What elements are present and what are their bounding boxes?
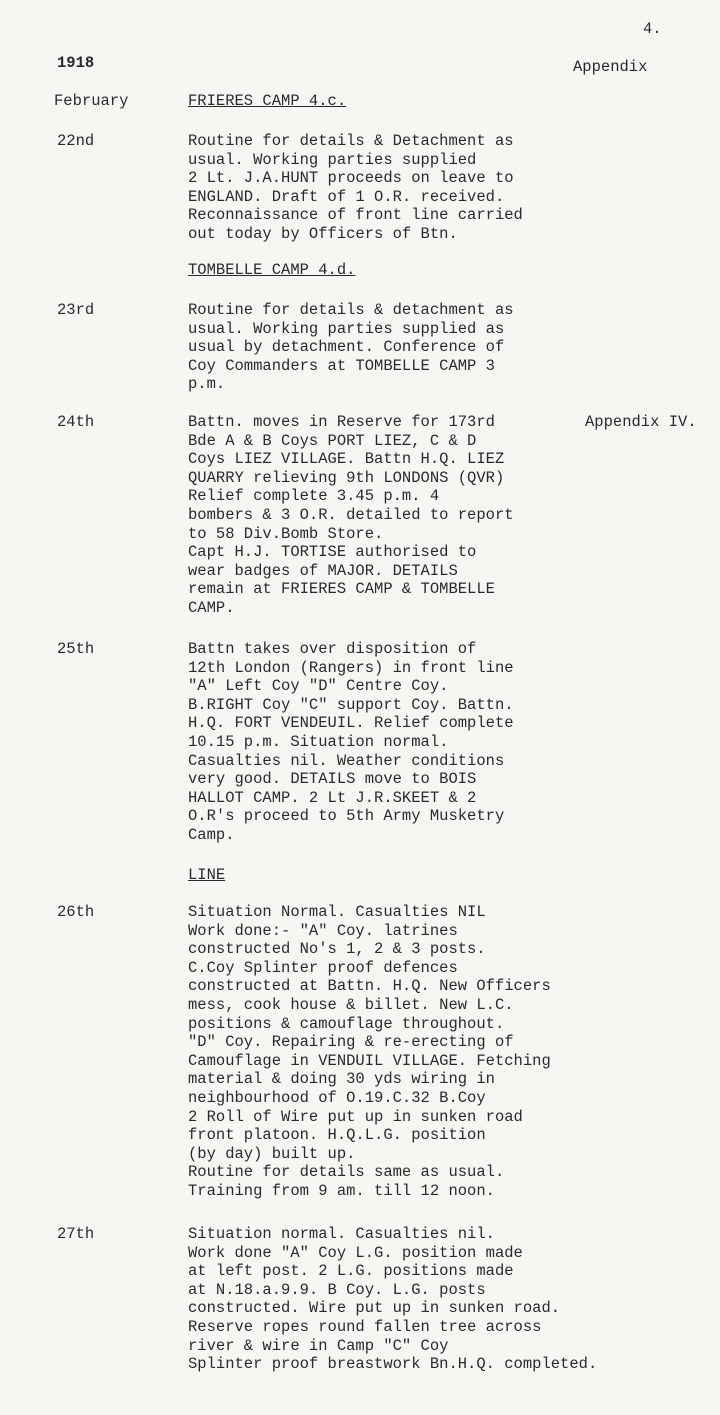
entry-line: Relief complete 3.45 p.m. 4 — [188, 487, 440, 506]
entry-text — [188, 903, 551, 1201]
entry-line: CAMP. — [188, 598, 235, 617]
heading-frieres-camp: FRIERES CAMP 4.c. — [188, 92, 347, 110]
entry-line: (by day) built up. — [188, 1144, 356, 1163]
entry-line: ENGLAND. Draft of 1 O.R. received. — [188, 187, 505, 206]
entry-date: 25th — [57, 640, 95, 658]
entry-text — [188, 1225, 597, 1374]
entry-line: constructed. Wire put up in sunken road. — [188, 1299, 561, 1318]
appendix-column-header: Appendix — [573, 58, 648, 76]
entry-date: 22nd — [57, 132, 95, 150]
entry-line: Training from 9 am. till 12 noon. — [188, 1181, 495, 1200]
heading-line: LINE — [188, 866, 226, 884]
entry-date: 27th — [57, 1225, 95, 1243]
year: 1918 — [57, 54, 95, 72]
entry-line: Casualties nil. Weather conditions — [188, 751, 505, 770]
entry-line: usual by detachment. Conference of — [188, 338, 505, 357]
entry-date: 23rd — [57, 301, 95, 319]
entry-date: 26th — [57, 903, 95, 921]
entry-line: "A" Left Coy "D" Centre Coy. — [188, 677, 449, 696]
entry-line: Splinter proof breastwork Bn.H.Q. completed. — [188, 1355, 598, 1374]
entry-line: front platoon. H.Q.L.G. position — [188, 1126, 486, 1145]
entry-line: constructed at Battn. H.Q. New Officers — [188, 977, 551, 996]
entry-text — [188, 301, 514, 394]
entry-line: bombers & 3 O.R. detailed to report — [188, 505, 514, 524]
entry-line: Situation Normal. Casualties NIL — [188, 903, 486, 921]
entry-line: 12th London (Rangers) in front line — [188, 658, 514, 677]
entry-line: Routine for details & detachment as — [188, 301, 514, 319]
entry-line: p.m. — [188, 375, 226, 394]
entry-line: O.R's proceed to 5th Army Musketry — [188, 807, 505, 826]
entry-line: very good. DETAILS move to BOIS — [188, 770, 477, 789]
entry-line: Battn. moves in Reserve for 173rd — [188, 413, 495, 431]
month: February — [54, 92, 129, 110]
entry-line: Work done "A" Coy L.G. position made — [188, 1243, 523, 1262]
entry-line: usual. Working parties supplied as — [188, 319, 505, 338]
entry-line: out today by Officers of Btn. — [188, 224, 458, 243]
entry-line: 2 Lt. J.A.HUNT proceeds on leave to — [188, 169, 514, 188]
entry-line: at left post. 2 L.G. positions made — [188, 1262, 514, 1281]
entry-line: HALLOT CAMP. 2 Lt J.R.SKEET & 2 — [188, 788, 477, 807]
entry-line: Situation normal. Casualties nil. — [188, 1225, 495, 1243]
entry-line: Routine for details same as usual. — [188, 1163, 505, 1182]
entry-line: Bde A & B Coys PORT LIEZ, C & D — [188, 431, 477, 450]
entry-line: usual. Working parties supplied — [188, 150, 477, 169]
entry-line: wear badges of MAJOR. DETAILS — [188, 561, 458, 580]
entry-line: Reconnaissance of front line carried — [188, 206, 523, 225]
entry-line: QUARRY relieving 9th LONDONS (QVR) — [188, 468, 505, 487]
entry-line: Work done:- "A" Coy. latrines — [188, 921, 458, 940]
entry-line: river & wire in Camp "C" Coy — [188, 1336, 449, 1355]
heading-tombelle-camp: TOMBELLE CAMP 4.d. — [188, 261, 356, 279]
entry-line: positions & camouflage throughout. — [188, 1014, 505, 1033]
entry-line: "D" Coy. Repairing & re-erecting of — [188, 1033, 514, 1052]
entry-line: Coys LIEZ VILLAGE. Battn H.Q. LIEZ — [188, 450, 505, 469]
entry-line: material & doing 30 yds wiring in — [188, 1070, 495, 1089]
entry-line: Routine for details & Detachment as — [188, 132, 514, 150]
entry-line: constructed No's 1, 2 & 3 posts. — [188, 940, 486, 959]
entry-line: to 58 Div.Bomb Store. — [188, 524, 384, 543]
entry-text — [188, 640, 514, 845]
page-number: 4. — [643, 20, 662, 38]
entry-date: 24th — [57, 413, 95, 431]
entry-line: Camouflage in VENDUIL VILLAGE. Fetching — [188, 1051, 551, 1070]
entry-line: remain at FRIERES CAMP & TOMBELLE — [188, 580, 495, 599]
entry-line: Capt H.J. TORTISE authorised to — [188, 543, 477, 562]
entry-line: C.Coy Splinter proof defences — [188, 958, 458, 977]
entry-line: at N.18.a.9.9. B Coy. L.G. posts — [188, 1280, 486, 1299]
entry-line: Battn takes over disposition of — [188, 640, 477, 658]
entry-text — [188, 132, 523, 244]
appendix-reference: Appendix IV. — [585, 413, 697, 431]
entry-line: neighbourhood of O.19.C.32 B.Coy — [188, 1088, 486, 1107]
entry-line: B.RIGHT Coy "C" support Coy. Battn. — [188, 695, 514, 714]
entry-line: Coy Commanders at TOMBELLE CAMP 3 — [188, 356, 495, 375]
entry-line: Reserve ropes round fallen tree across — [188, 1317, 542, 1336]
entry-line: 10.15 p.m. Situation normal. — [188, 732, 449, 751]
entry-line: Camp. — [188, 825, 235, 844]
entry-line: H.Q. FORT VENDEUIL. Relief complete — [188, 714, 514, 733]
entry-line: 2 Roll of Wire put up in sunken road — [188, 1107, 523, 1126]
entry-line: mess, cook house & billet. New L.C. — [188, 995, 514, 1014]
entry-text — [188, 413, 514, 618]
